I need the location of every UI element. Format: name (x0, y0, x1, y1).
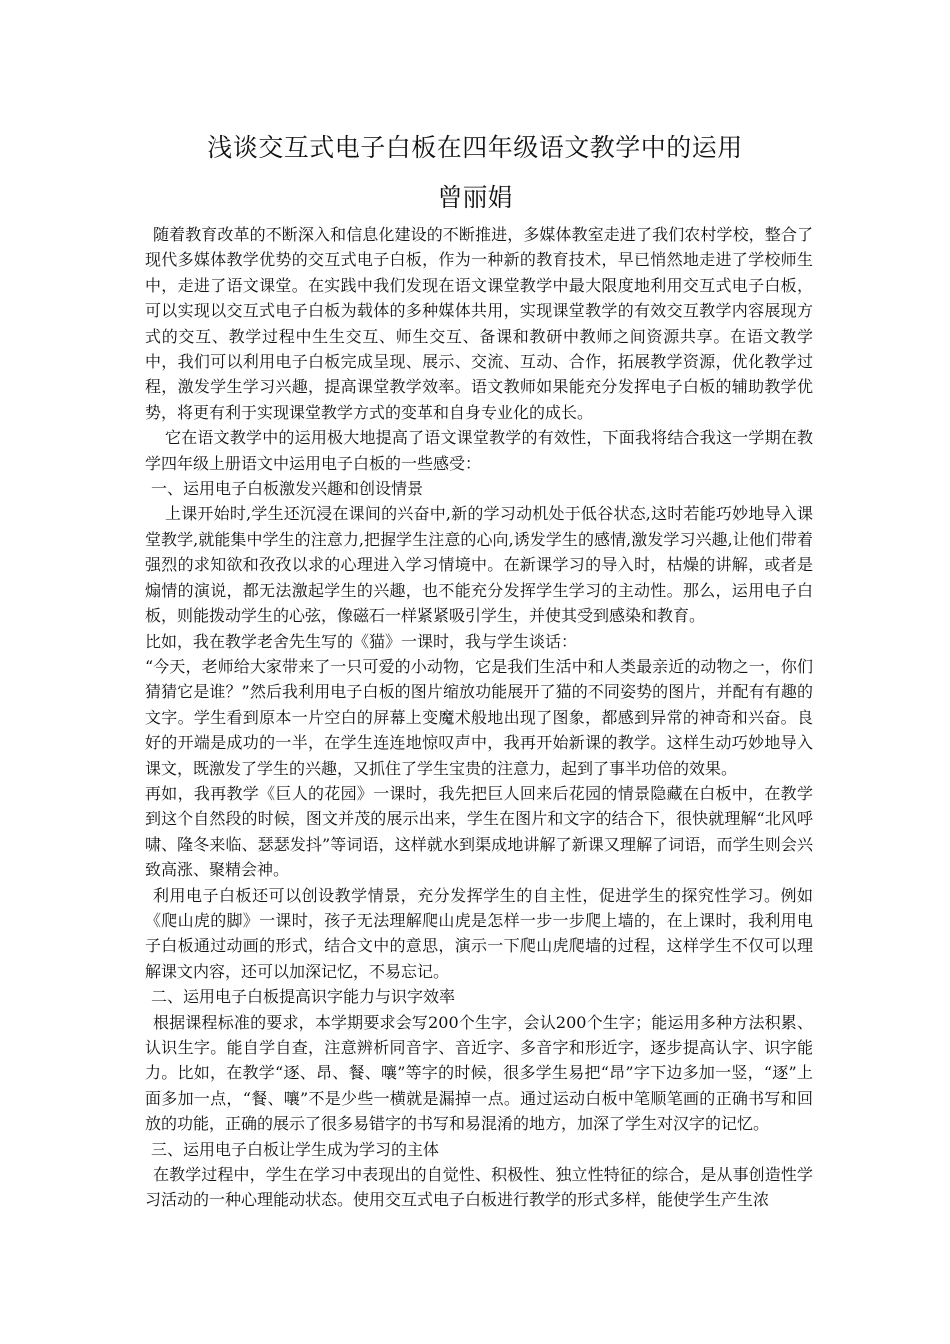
document-title: 浅谈交互式电子白板在四年级语文教学中的运用 (207, 133, 743, 162)
paragraph-section3: 在教学过程中，学生在学习中表现出的自觉性、积极性、独立性特征的综合，是从事创造性学习活动的一种心理能动状态。使用交互式电子白板进行教学的形式多样，能使学生产生浓 (145, 1165, 813, 1210)
paragraph-cat-dialogue: “今天，老师给大家带来了一只可爱的小动物，它是我们生活中和人类最亲近的动物之一，你们猜猜它是谁？”然后我利用电子白板的图片缩放功能展开了猫的不同姿势的图片，并配有有趣的文字。学生看到原本一片空白的屏幕上变魔术般地出现了图象，都感到异常的神奇和兴奋。良好的开端是成功的一半，在学生连连地惊叹声中，我再开始新课的教学。这样生动巧妙地导入课文，既激发了学生的兴趣，又抓住了学生宝贵的注意力，起到了事半功倍的效果。 (145, 656, 813, 778)
paragraph-overview: 它在语文教学中的运用极大地提高了语文课堂教学的有效性，下面我将结合我这一学期在教学四年级上册语文中运用电子白板的一些感受： (145, 428, 813, 473)
section-heading-1: 一、运用电子白板激发兴趣和创设情景 (151, 479, 424, 499)
paragraph-example-ivy: 利用电子白板还可以创设教学情景，充分发挥学生的自主性，促进学生的探究性学习。例如《爬山虎的脚》一课时，孩子无法理解爬山虎是怎样一步一步爬上墙的，在上课时，我利用电子白板通过动画的形式，结合文中的意思，演示一下爬山虎爬墙的过程，这样学生不仅可以理解课文内容，还可以加深记忆，不易忘记。 (145, 885, 813, 981)
paragraph-section1-intro: 上课开始时,学生还沉浸在课间的兴奋中,新的学习动机处于低谷状态,这时若能巧妙地导入课堂教学,就能集中学生的注意力,把握学生注意的心向,诱发学生的感情,激发学习兴趣,让他们带着强烈的求知欲和孜孜以求的心理进入学习情境中。在新课学习的导入时，枯燥的讲解，或者是煽情的演说，都无法激起学生的兴趣，也不能充分发挥学生学习的主动性。那么，运用电子白板，则能拨动学生的心弦，像磁石一样紧紧吸引学生，并使其受到感染和教育。 (145, 504, 813, 626)
paragraph-example-cat: 比如，我在教学老舍先生写的《猫》一课时，我与学生谈话： (145, 631, 578, 651)
section-heading-2: 二、运用电子白板提高识字能力与识字效率 (151, 987, 456, 1007)
paragraph-example-garden: 再如，我再教学《巨人的花园》一课时，我先把巨人回来后花园的情景隐藏在白板中，在教学到这个自然段的时候，图文并茂的展示出来，学生在图片和文字的结合下，很快就理解“北风呼啸、隆冬来临、瑟瑟发抖”等词语，这样就水到渠成地讲解了新课又理解了词语，而学生则会兴致高涨、聚精会神。 (145, 783, 813, 880)
section-heading-3: 三、运用电子白板让学生成为学习的主体 (151, 1139, 440, 1159)
paragraph-intro: 随着教育改革的不断深入和信息化建设的不断推进，多媒体教室走进了我们农村学校，整合了现代多媒体教学优势的交互式电子白板，作为一种新的教育技术，早已悄然地走进了学校师生中，走进了语文课堂。在实践中我们发现在语文课堂教学中最大限度地利用交互式电子白板，可以实现以交互式电子白板为载体的多种媒体共用，实现课堂教学的有效交互教学内容展现方式的交互、教学过程中生生交互、师生交互、备课和教研中教师之间资源共享。在语文教学中，我们可以利用电子白板完成呈现、展示、交流、互动、合作，拓展教学资源，优化教学过程，激发学生学习兴趣，提高课堂教学效率。语文教师如果能充分发挥电子白板的辅助教学优势，将更有利于实现课堂教学方式的变革和自身专业化的成长。 (145, 225, 813, 422)
document-author: 曾丽娟 (437, 183, 513, 212)
document-body (145, 222, 813, 1213)
paragraph-section2: 根据课程标准的要求，本学期要求会写200个生字，会认200个生字；能运用多种方法积累、认识生字。能自学自查，注意辨析同音字、音近字、多音字和形近字，逐步提高认字、识字能力。比如，在教学“逐、昂、餐、嚷”等字的时候，很多学生易把“昂”字下边多加一竖，“逐”上面多加一点，“餐、嚷”不是少些一横就是漏掉一点。通过运动白板中笔顺笔画的正确书写和回放的功能，正确的展示了很多易错字的书写和易混淆的地方，加深了学生对汉字的记忆。 (145, 1012, 813, 1134)
